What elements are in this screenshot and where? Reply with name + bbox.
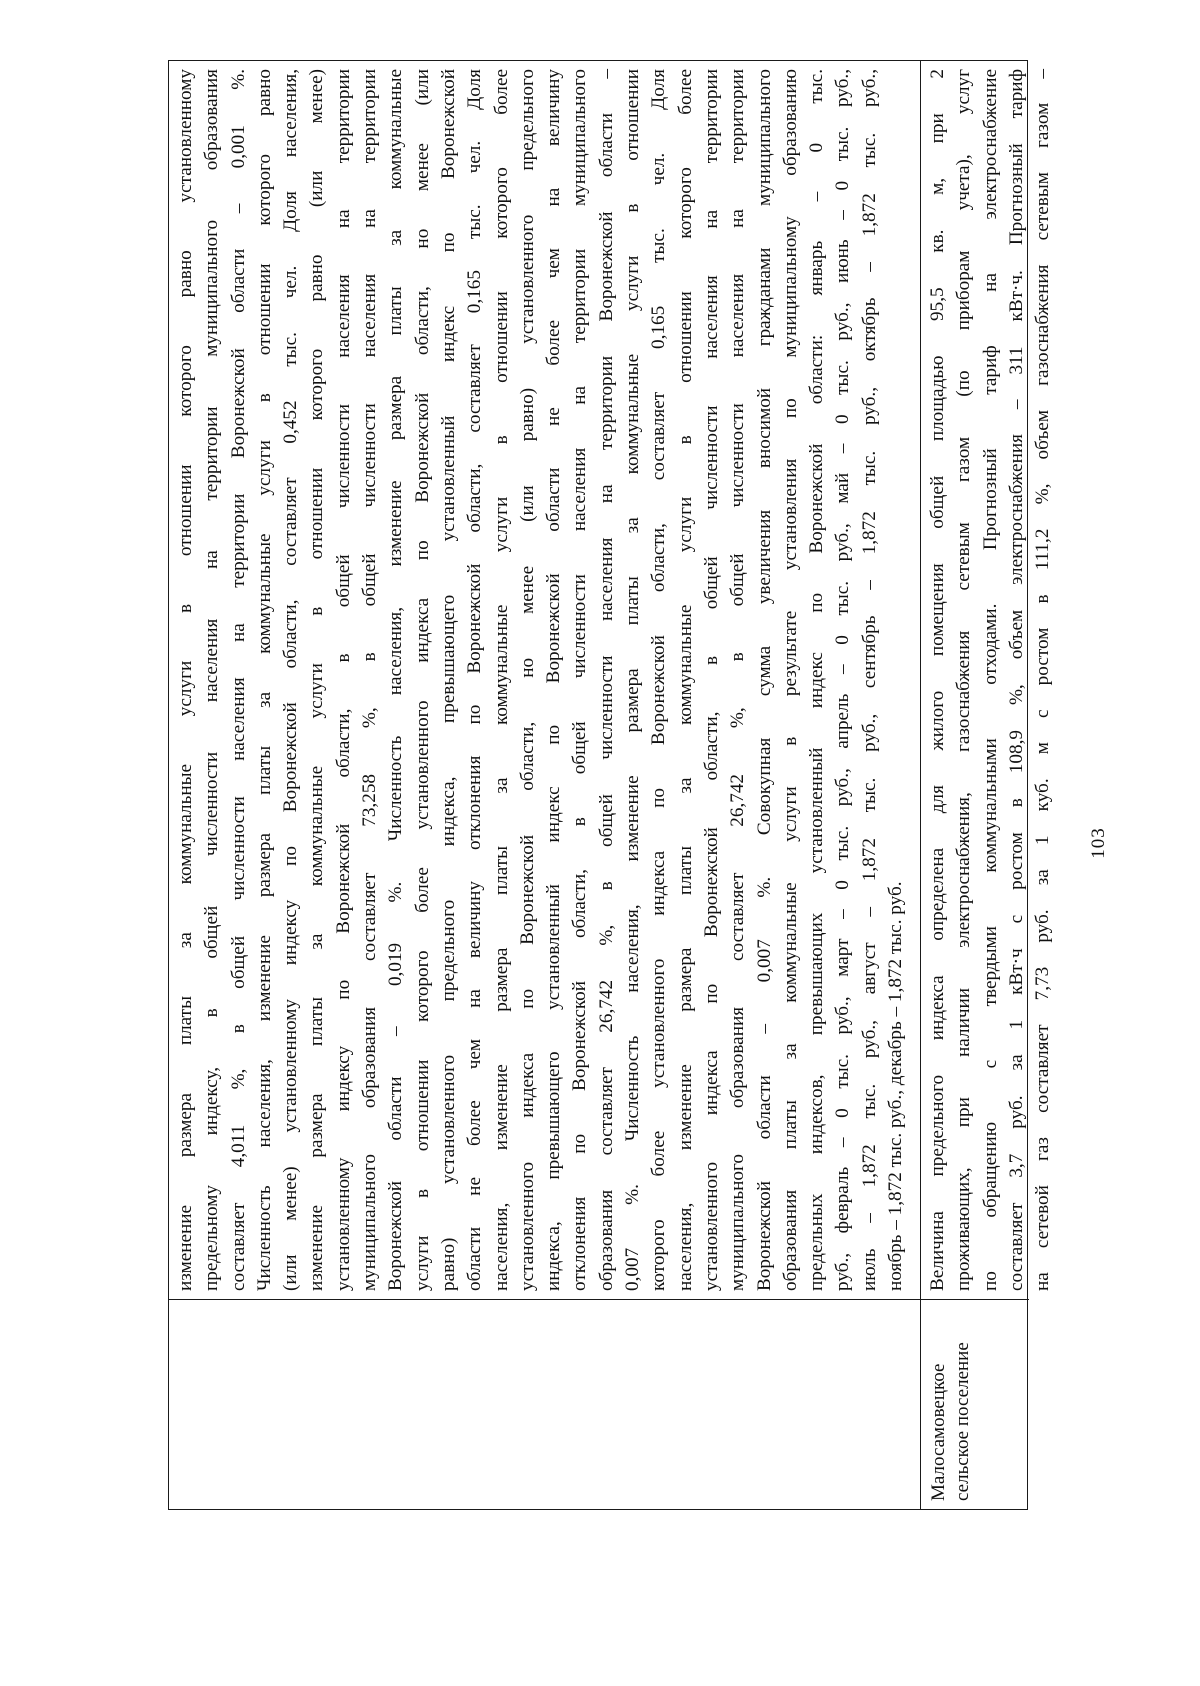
text-line: июль – 1,872 тыс. руб., август – 1,872 тыс. руб., сентябрь – 1,872 тыс. руб., октябрь – 1,872 тыс. руб.,: [858, 69, 880, 1291]
text-line: равно) установленного предельного индекса, превышающего установленный индекс по Воронежской: [437, 69, 459, 1291]
text-line: населения, изменение размера платы за коммунальные услуги в отношении которого более: [490, 69, 512, 1291]
text-line: предельных индексов, превышающих установленный индекс по Воронежской области: январь – 0 тыс.: [806, 69, 828, 1291]
text-line: образования платы за коммунальные услуги в результате установления по муниципальному образованию: [779, 69, 801, 1291]
text-line: изменение размера платы за коммунальные услуги в отношении которого равно (или менее): [306, 69, 328, 1291]
text-line: Воронежской области – 0,019 %. Численность населения, изменение размера платы за коммунальные: [385, 69, 407, 1291]
text-line: 0,007 %. Численность населения, изменение размера платы за коммунальные услуги в отношении: [622, 69, 644, 1291]
text-line: которого более установленного индекса по Воронежской области, составляет 0,165 тыс. чел. Доля: [648, 69, 670, 1291]
text-line: изменение размера платы за коммунальные услуги в отношении которого равно установленному: [175, 69, 196, 1291]
text-line: установленному индексу по Воронежской области, в общей численности населения на территории: [332, 69, 354, 1291]
text-line: на сетевой газ составляет 7,73 руб. за 1 куб. м с ростом в 111,2 %, объем газоснабжения сетевым газом –: [1032, 69, 1054, 1291]
text-line: области не более чем на величину отклонения по Воронежской области, составляет 0,165 тыс. чел. Доля: [464, 69, 486, 1291]
text-line: проживающих, при наличии электроснабжения, газоснабжения сетевым газом (по приборам учета), услуг: [953, 69, 975, 1291]
text-line: составляет 3,7 руб. за 1 кВт·ч с ростом в 108,9 %, объем электроснабжения – 311 кВт·ч. Прогнозный тариф: [1005, 69, 1027, 1291]
data-table: [168, 60, 1054, 1510]
text-line: ноябрь – 1,872 тыс. руб., декабрь – 1,872 тыс. руб.: [885, 881, 907, 1291]
text-line: предельному индексу, в общей численности населения на территории муниципального образования: [201, 69, 223, 1291]
text-line: муниципального образования составляет 26,742 %, в общей численности населения на территории: [727, 69, 749, 1291]
text-line: населения, изменение размера платы за коммунальные услуги в отношении которого более: [674, 69, 696, 1291]
text-line: муниципального образования составляет 73,258 %, в общей численности населения на территории: [359, 69, 381, 1291]
text-line: установленного индекса по Воронежской области, в общей численности населения на территории: [700, 69, 722, 1291]
description-cell: [921, 61, 1054, 1299]
text-line: индекса, превышающего установленный индекс по Воронежской области не более чем на величину: [543, 69, 565, 1291]
text-line: (или менее) установленному индексу по Воронежской области, составляет 0,452 тыс. чел. Доля населения,: [280, 69, 302, 1291]
page-number: 103: [1088, 827, 1109, 859]
text-line: по обращению с твердыми коммунальными отходами. Прогнозный тариф на электроснабжение: [979, 69, 1001, 1291]
table-row: [169, 61, 921, 1509]
text-line: руб., февраль – 0 тыс. руб., март – 0 тыс. руб., апрель – 0 тыс. руб., май – 0 тыс. руб., июнь – 0 тыс. руб.,: [832, 69, 854, 1291]
text-line: Численность населения, изменение размера платы за коммунальные услуги в отношении которого равно: [253, 69, 275, 1291]
text-line: образования составляет 26,742 %, в общей численности населения на территории Воронежской области –: [595, 69, 617, 1291]
text-line: услуги в отношении которого более установленного индекса по Воронежской области, но менее (или: [411, 69, 433, 1291]
municipality-cell: Малосамовецкое сельское поселение: [921, 1299, 1029, 1509]
table-row: [921, 61, 1054, 1509]
text-line: Величина предельного индекса определена для жилого помещения общей площадью 95,5 кв. м, при 2: [927, 69, 948, 1291]
text-line: установленного индекса по Воронежской области, но менее (или равно) установленного предельного: [516, 69, 538, 1291]
text-line: Воронежской области – 0,007 %. Совокупная сумма увеличения вносимой гражданами муниципального: [753, 69, 775, 1291]
description-cell: [169, 61, 920, 1299]
text-line: отклонения по Воронежской области, в общей численности населения на территории муниципального: [569, 69, 591, 1291]
municipality-cell: [169, 1299, 920, 1509]
text-line: составляет 4,011 %, в общей численности населения на территории Воронежской области – 0,001 %.: [227, 69, 249, 1291]
